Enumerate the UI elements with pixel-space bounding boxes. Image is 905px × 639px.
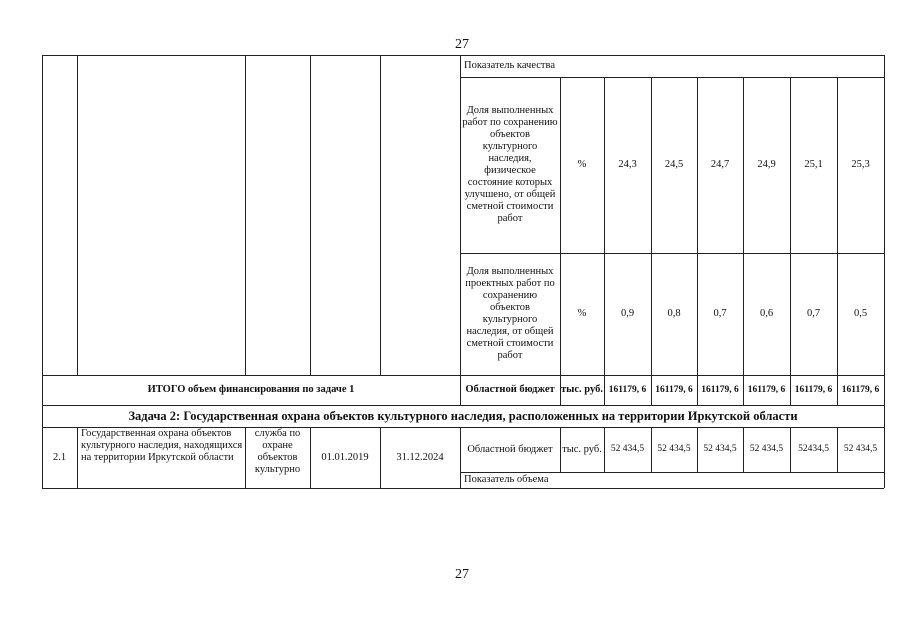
total-row-value: 161179, 6 xyxy=(841,384,880,395)
indicator-value: 0,8 xyxy=(667,308,681,319)
row-2-1-value: 52 434,5 xyxy=(703,444,737,454)
indicator-value: 0,7 xyxy=(806,308,821,319)
indicator-name: Доля выполненных работ по сохранению объектов культурного наследия, физическое состояние которых улучшено, от общей сметной стоимости работ xyxy=(462,105,558,224)
row-2-1-value: 52 434,5 xyxy=(749,444,784,454)
row-2-1-value: 52 434,5 xyxy=(843,444,878,454)
total-row-unit: тыс. руб. xyxy=(561,384,603,395)
indicator-value: 0,9 xyxy=(620,308,635,319)
page-number-bottom: 27 xyxy=(455,567,469,582)
row-2-1-executor: служба по охране объектов культурно xyxy=(254,428,301,475)
indicator-value: 0,7 xyxy=(713,308,727,319)
total-row-value: 161179, 6 xyxy=(608,384,647,395)
total-row-label: ИТОГО объем финансирования по задаче 1 xyxy=(147,384,355,395)
total-row-source: Областной бюджет xyxy=(465,384,555,395)
indicator-value: 24,3 xyxy=(618,159,637,170)
total-row-value: 161179, 6 xyxy=(655,384,693,395)
row-2-1-value: 52 434,5 xyxy=(657,444,691,454)
table-rule xyxy=(310,55,311,375)
row-2-1-name: Государственная охрана объектов культурного наследия, находящихся на территории Иркутской области xyxy=(81,428,243,463)
indicator-value: 0,6 xyxy=(759,308,774,319)
indicator-value: 0,5 xyxy=(853,308,868,319)
row-2-1-value: 52 434,5 xyxy=(610,444,645,454)
indicator-unit: % xyxy=(577,308,587,319)
indicator-name: Доля выполненных проектных работ по сохранению объектов культурного наследия, от общей сметной стоимости работ xyxy=(465,266,555,361)
indicator-value: 24,7 xyxy=(710,159,730,170)
row-2-1-number: 2.1 xyxy=(52,451,67,463)
table-rule xyxy=(77,427,78,488)
table-rule xyxy=(884,55,885,488)
row-2-1-end-date: 31.12.2024 xyxy=(396,451,444,463)
indicator-value: 25,3 xyxy=(851,159,870,170)
table-rule xyxy=(42,488,884,489)
indicator-value: 25,1 xyxy=(804,159,823,170)
volume-indicator-header: Показатель объема xyxy=(464,474,549,485)
quality-indicator-header: Показатель качества xyxy=(464,60,555,71)
row-2-1-unit: тыс. руб. xyxy=(562,443,602,455)
row-2-1-start-date: 01.01.2019 xyxy=(321,451,369,463)
indicator-value: 24,9 xyxy=(757,159,776,170)
row-2-1-source: Областной бюджет xyxy=(467,443,553,455)
task-2-title: Задача 2: Государственная охрана объектов культурного наследия, расположенных на территории Иркутской области xyxy=(128,409,798,423)
table-rule xyxy=(77,55,78,375)
indicator-unit: % xyxy=(577,159,587,170)
table-rule xyxy=(460,55,461,375)
table-rule xyxy=(380,55,381,375)
total-row-value: 161179, 6 xyxy=(701,384,739,395)
total-row-value: 161179, 6 xyxy=(747,384,786,395)
total-row-value: 161179, 6 xyxy=(794,384,833,395)
page-number-top: 27 xyxy=(455,37,469,52)
indicator-value: 24,5 xyxy=(664,159,684,170)
table-rule xyxy=(245,55,246,375)
row-2-1-value: 52434,5 xyxy=(798,444,829,454)
